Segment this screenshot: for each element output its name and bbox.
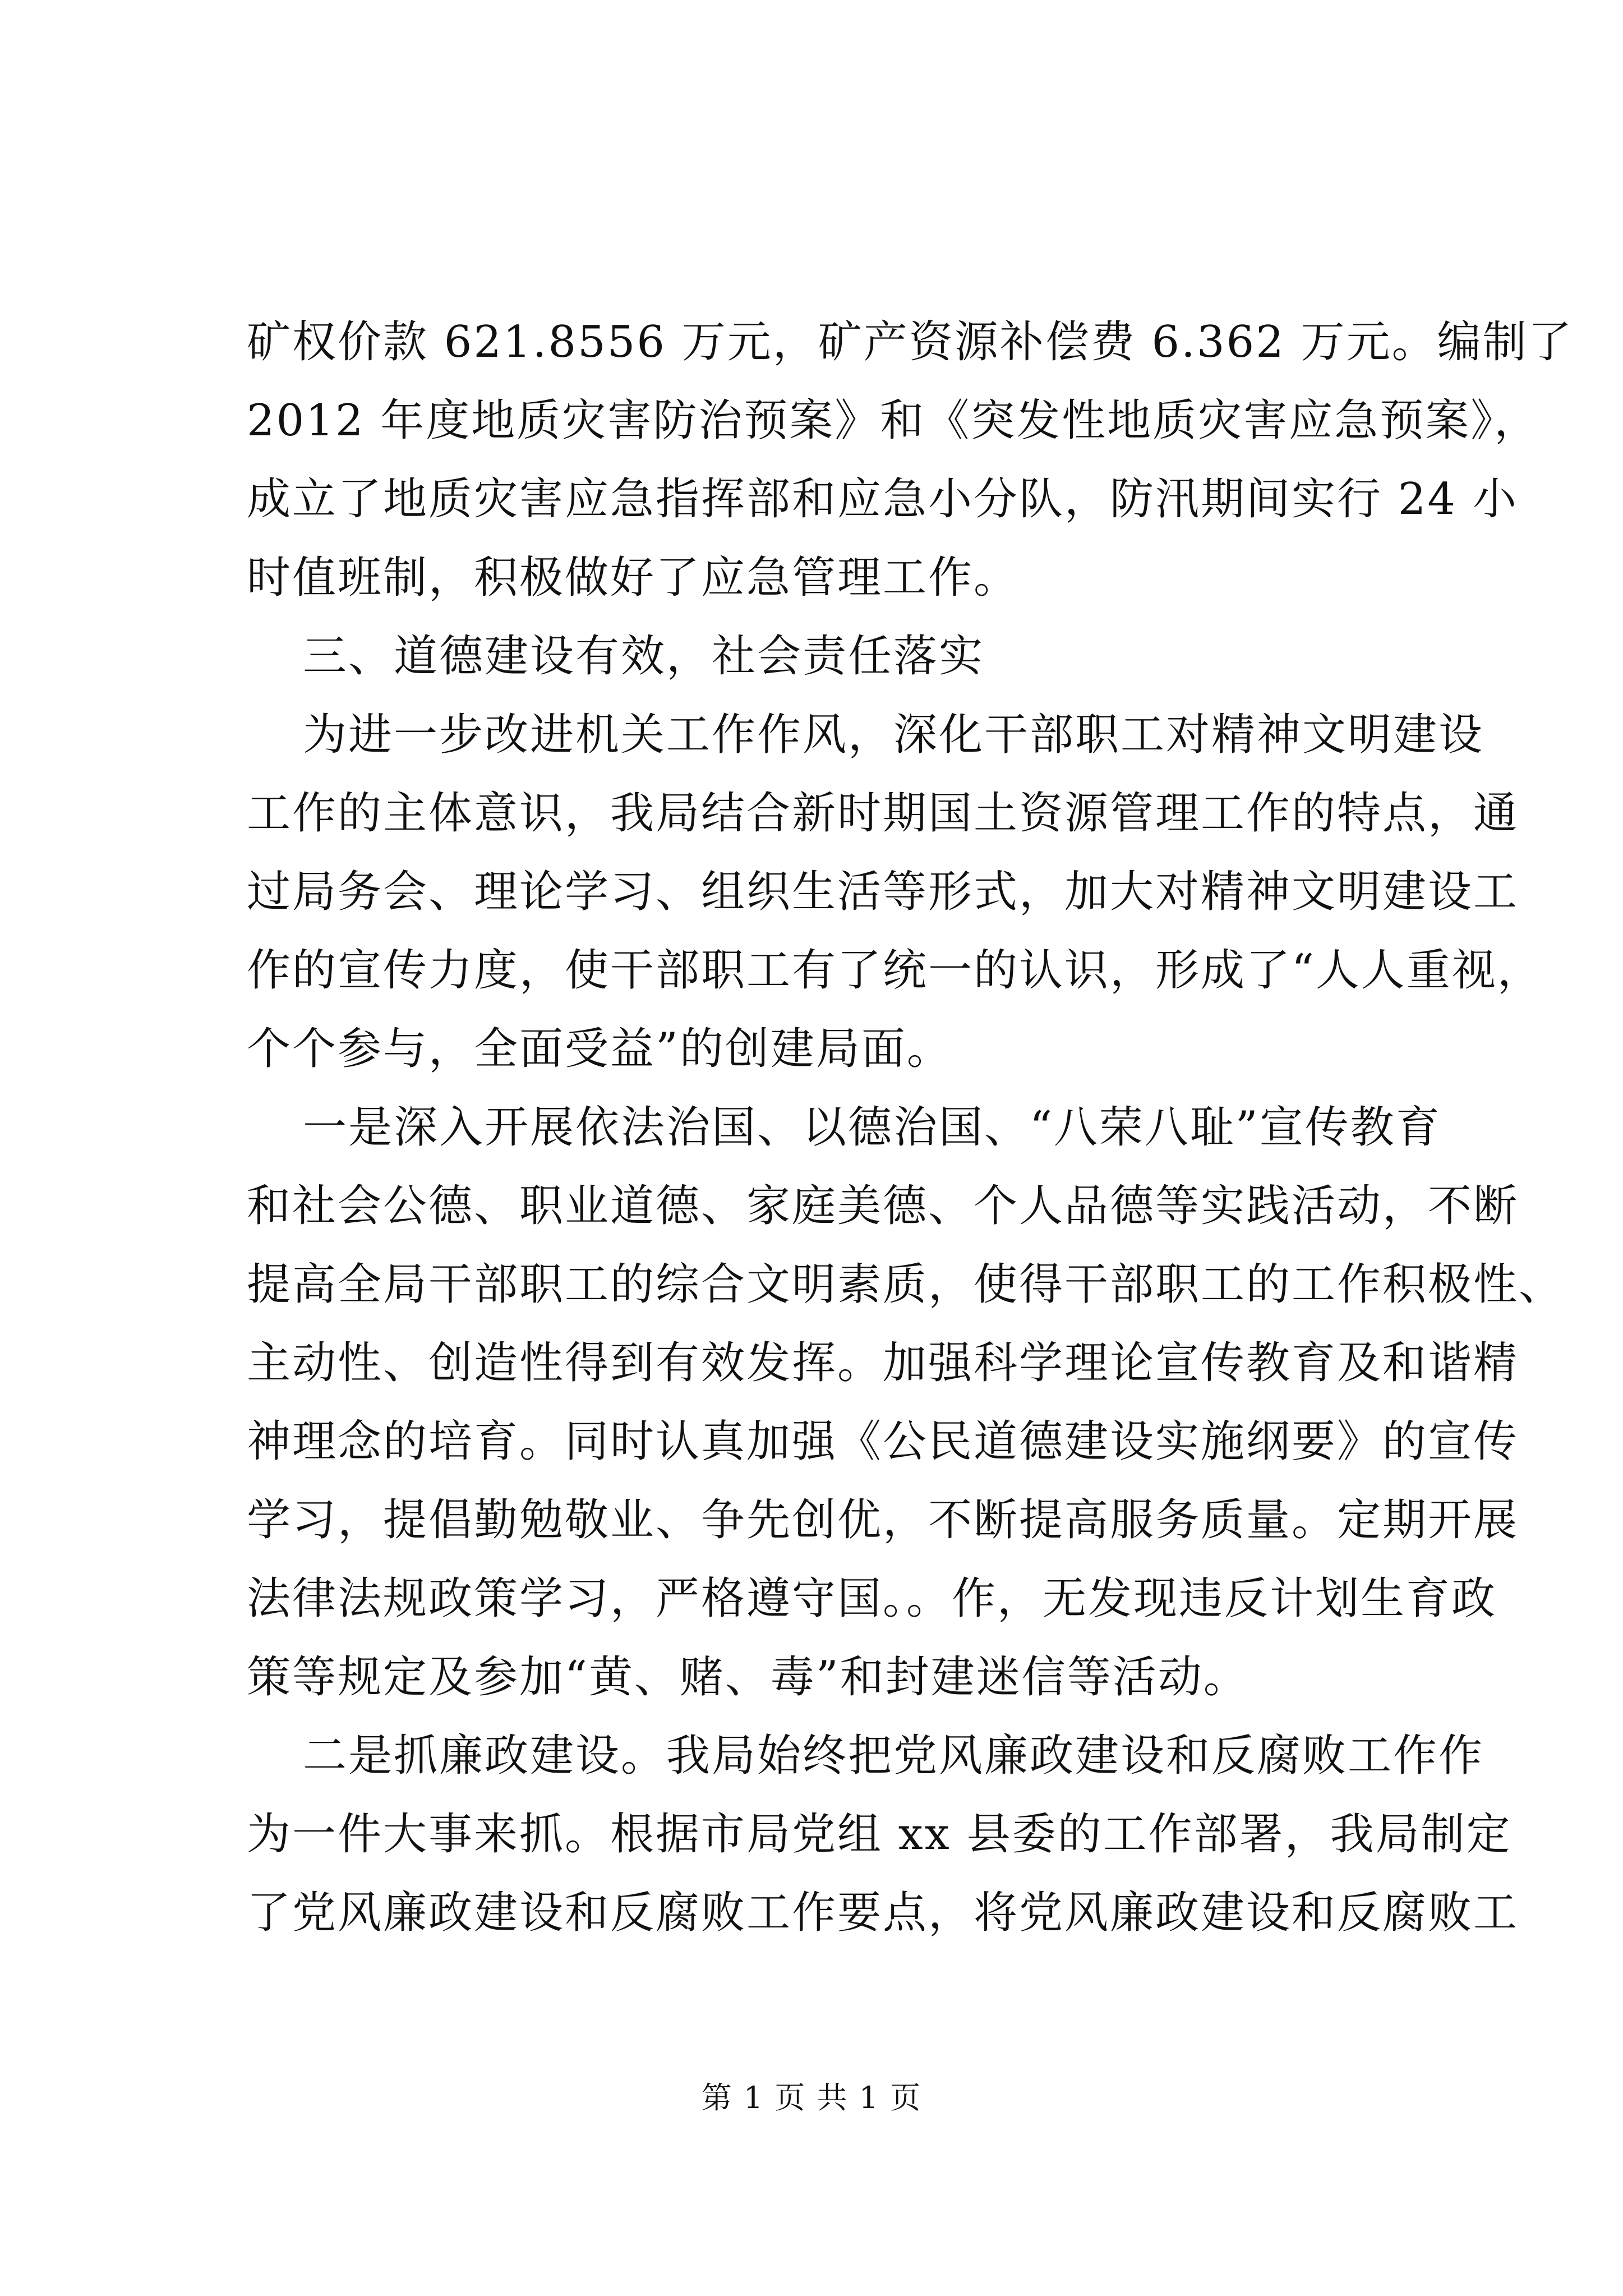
text-line: 策等规定及参加“黄、赌、毒”和封建迷信等活动。: [247, 1652, 1249, 1703]
text-line: 2012 年度地质灾害防治预案》和《突发性地质灾害应急预案》，: [247, 395, 1540, 446]
text-line: 和社会公德、职业道德、家庭美德、个人品德等实践活动，不断: [247, 1181, 1519, 1231]
text-line: 法律法规政策学习，严格遵守国。。作，无发现违反计划生育政: [247, 1573, 1497, 1624]
text-line: 过局务会、理论学习、组织生活等形式，加大对精神文明建设工: [247, 867, 1519, 917]
text-line: 作的宣传力度，使干部职工有了统一的认识，形成了“人人重视，: [247, 945, 1543, 996]
text-line: 主动性、创造性得到有效发挥。加强科学理论宣传教育及和谐精: [247, 1338, 1519, 1388]
section-heading: 三、道德建设有效，社会责任落实: [303, 631, 985, 682]
text-line: 学习，提倡勤勉敬业、争先创优，不断提高服务质量。定期开展: [247, 1495, 1519, 1545]
text-line: 二是抓廉政建设。我局始终把党风廉政建设和反腐败工作作: [303, 1731, 1484, 1781]
page-footer: 第 1 页 共 1 页: [701, 2080, 922, 2115]
text-line: 为进一步改进机关工作作风，深化干部职工对精神文明建设: [303, 710, 1484, 760]
text-line: 时值班制，积极做好了应急管理工作。: [247, 553, 1020, 603]
text-line: 一是深入开展依法治国、以德治国、“八荣八耻”宣传教育: [303, 1102, 1441, 1153]
text-line: 个个参与，全面受益”的创建局面。: [247, 1024, 952, 1074]
text-line: 了党风廉政建设和反腐败工作要点，将党风廉政建设和反腐败工: [247, 1888, 1519, 1938]
text-line: 成立了地质灾害应急指挥部和应急小分队，防汛期间实行 24 小: [247, 474, 1518, 524]
text-line: 矿权价款 621.8556 万元，矿产资源补偿费 6.362 万元。编制了: [247, 317, 1574, 367]
text-line: 提高全局干部职工的综合文明素质，使得干部职工的工作积极性、: [247, 1259, 1565, 1310]
text-line: 为一件大事来抓。根据市局党组 xx 县委的工作部署，我局制定: [247, 1809, 1512, 1860]
text-line: 神理念的培育。同时认真加强《公民道德建设实施纲要》的宣传: [247, 1416, 1519, 1467]
text-line: 工作的主体意识，我局结合新时期国土资源管理工作的特点，通: [247, 788, 1519, 839]
